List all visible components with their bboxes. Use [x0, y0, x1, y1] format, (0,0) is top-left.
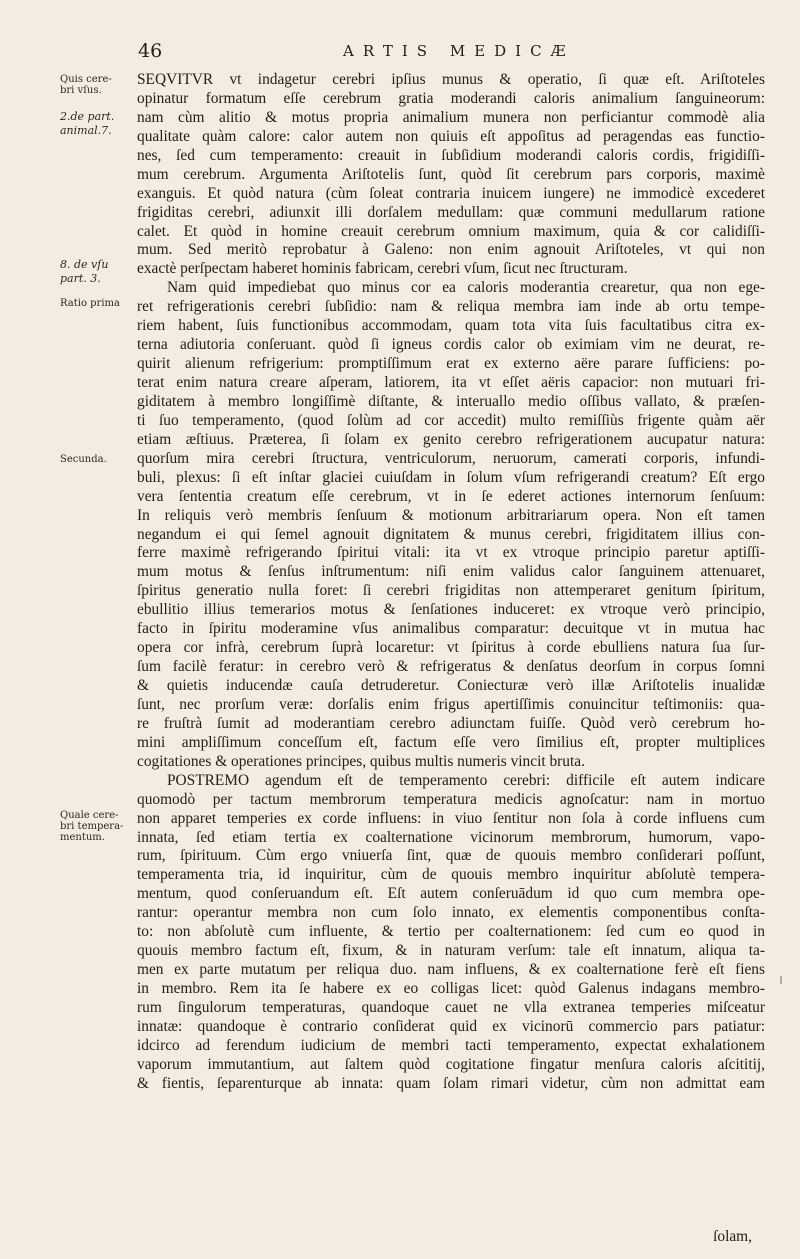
- body-line: quouis membro factum eſt, fixum, & in naturam verſum: tale eſt innatum, aliqua ta-: [137, 942, 765, 960]
- body-line: rum, ſpirituum. Cùm ergo vniuerſa ſint, quæ de quouis membro conſiderari poſſunt,: [137, 847, 765, 865]
- body-line: exanguis. Et quòd natura (cùm ſoleat contraria inuicem iungere) ne immodicè excederet: [137, 184, 765, 202]
- body-line: non apparet temperies ex corde influens: in viuo ſentitur non ſola à corde influens cum: [137, 809, 765, 827]
- body-line: mum. Sed meritò reprobatur à Galeno: non enim agnouit Ariſtoteles, vt qui non: [137, 241, 765, 259]
- running-head: ARTIS MEDICÆ: [343, 42, 575, 60]
- body-line: innatæ: quandoque è contrario conſiderat quid ex vicinorū commercio pars patiatur:: [137, 1017, 765, 1035]
- body-line: quorſum mira cerebri ſtructura, ventriculorum, neruorum, camerati corporis, infundi-: [137, 449, 765, 467]
- body-line: quirit alienum refrigerium: promptiſſimum erat ex externo aëre parare ſufficiens: po-: [137, 355, 765, 373]
- body-line: buli, plexus: ſi eſt inſtar glaciei cuiuſdam in ſolum vſum refrigerandi creatum? Eſt ergo: [137, 468, 765, 486]
- body-line: in membro. Rem ita ſe habere ex eo colligas licet: quòd Galenus indagans membro-: [137, 980, 765, 997]
- body-line: terna adiutoria conſeruant. quòd ſi igneus cordis calor ob eximiam vim ne deurat, re-: [137, 336, 765, 354]
- margin-note-de-vsu-part: [60, 258, 108, 286]
- body-line: mum cerebrum. Argumenta Ariſtotelis ſunt, quòd ſit cerebrum pars corporis, maximè: [137, 165, 765, 183]
- body-line: ret refrigerationis cerebri ſubſidio: nam & reliqua membra iam inde ab ortu tempe-: [137, 298, 765, 316]
- body-line: ſpiritus generatio nulla foret: ſi cerebri frigiditas non attemperaret genitum ſpiritum,: [137, 582, 765, 600]
- body-line: & fientis, ſeparenturque ab innata: quam ſolam rimari videtur, cùm non admittat eam: [137, 1074, 765, 1092]
- margin-note-de-part-animal: [60, 110, 114, 138]
- body-line: idcirco ad ferendum iudicium de membri tacti temperamento, expectat exhalationem: [137, 1036, 765, 1054]
- margin-note-line: Secunda.: [60, 454, 107, 465]
- body-line: In reliquis verò membris ſenſuum & motionum arbitrariarum opera. Non eſt tamen: [137, 506, 765, 524]
- body-line: & quietis inducendæ cauſa detruderetur. Coniecturæ verò illæ Ariſtotelis inualidæ: [137, 677, 765, 694]
- body-line: ſunt, nec prorſum veræ: dorſalis enim frigus apertiſſimis conuincitur teſtimoniis: qua-: [137, 695, 765, 713]
- body-line: mentum, quod conſeruandum eſt. Eſt autem conſeruādum id quo cum membra ope-: [137, 885, 765, 903]
- body-line: etiam æſtiuus. Præterea, ſi ſolam ex genito cerebro refrigerationem aucupatur natura:: [137, 430, 765, 448]
- margin-note-line: Quale cere-: [60, 810, 119, 821]
- margin-note-line: bri tempera-: [60, 821, 124, 832]
- body-line: quomodò per tactum membrorum temperatura medicis agnoſcatur: nam in mortuo: [137, 790, 765, 808]
- body-line: Nam quid impediebat quo minus cor ea caloris moderantia crearetur, qua non ege-: [167, 279, 765, 297]
- margin-note-ratio-prima: [60, 298, 120, 309]
- body-line: nam cùm alitio & motus propria animalium munera non perficiantur commodè alia: [137, 108, 765, 126]
- body-line: POSTREMO agendum eſt de temperamento cerebri: difficile eſt autem indicare: [167, 771, 765, 789]
- page-number: 46: [138, 40, 163, 62]
- margin-note-quale-cerebri-temperamentum: [60, 810, 123, 843]
- body-line: vaporum immutantium, aut ſaltem quòd cogitatione fingatur menſura caloris aſcititij,: [137, 1055, 765, 1073]
- page-header: [138, 40, 778, 66]
- body-line: exactè perſpectam haberet hominis fabricam, cerebri vſum, ſicut nec ſtructuram.: [137, 260, 628, 278]
- body-line: qualitate quàm calore: calor autem non quiuis eſt appoſitus ad peragendas eas functio-: [137, 127, 765, 145]
- catchword: ſolam,: [713, 1228, 752, 1245]
- body-line: mum motus & ſenſus inſtrumentum: niſi enim validus calor ſanguinem attenuaret,: [137, 563, 765, 581]
- body-line: innata, ſed etiam tertia ex coalternatione vicinorum membrorum, humorum, vapo-: [137, 828, 765, 846]
- body-line: vera ſententia creatum eſſe cerebrum, vt in ſe ederet actiones internorum ſenſuum:: [137, 487, 765, 505]
- body-text: [137, 71, 765, 1113]
- body-line: ferre maximè refrigerando ſpiritui vitali: ita vt ex vtroque principio paretur aptiſſi-: [137, 544, 765, 562]
- body-line: [137, 1094, 765, 1113]
- body-line: ſum facilè feratur: in cerebro verò & refrigeratus & denſatus deorſum in corpus ſomni: [137, 658, 765, 676]
- margin-note-line: 8. de vſu: [60, 258, 109, 271]
- margin-note-line: part. 3.: [60, 272, 101, 285]
- body-line: SEQVITVR vt indagetur cerebri ipſius munus & operatio, ſi quæ eſt. Ariſtoteles: [137, 71, 765, 88]
- body-line: temperamenta tria, id inquiritur, cùm de quouis membro inquiritur abſolutè tempera-: [137, 866, 765, 884]
- body-line: mini ampliſſimum conceſſum eſt, factum eſſe vero ſimilius eſt, propter multiplices: [137, 733, 765, 751]
- body-line: terat enim natura creare aſperam, latiorem, ita vt eſſet aëris capacior: non mutuari fri-: [137, 374, 765, 391]
- body-line: ti ſuo temperamento, (quod ſolùm ad cor accedit) multo remiſſiùs frigente quàm aër: [137, 411, 765, 429]
- body-line: ebullitio illius temerarios motus & ſenſationes induceret: ex vtroque verò principio,: [137, 601, 765, 619]
- margin-note-secunda: [60, 454, 107, 465]
- body-line: cogitationes & operationes principes, quibus multis numeris vincit bruta.: [137, 752, 585, 770]
- body-line: frigiditas cerebri, adiunxit illi dorſalem medullam: quæ communi medullarum ratione: [137, 203, 765, 221]
- body-line: re fruſtrà ſumit ad moderantiam cerebro adiunctam fuiſſe. Quòd verò cerebrum ho-: [137, 714, 765, 732]
- margin-note-line: Quis cere-: [60, 74, 112, 85]
- body-line: rantur: operantur membra non cum ſolo innato, ex elementis componentibus conſta-: [137, 904, 765, 922]
- body-line: nes, ſed cum temperamento: creauit in ſubſidium moderandi caloris cordis, frigidiſſi-: [137, 146, 765, 164]
- body-line: rum ſingulorum temperaturas, quandoque cauet ne vlla extranea temperies miſceatur: [137, 998, 765, 1016]
- body-line: opinatur formatum eſſe cerebrum gratia moderandi caloris animalium ſanguineorum:: [137, 89, 765, 107]
- margin-note-line: Ratio prima: [60, 298, 120, 309]
- body-line: giditatem à membro longiſſimè diſtante, & interuallo medio oſſibus vallato, & præſen-: [137, 392, 765, 410]
- margin-note-quis-cerebri-vsus: [60, 74, 112, 96]
- page-edge-mark: [780, 976, 782, 984]
- margin-note-line: 2.de part.: [60, 110, 115, 123]
- body-line: negandum ei qui ſemel agnouit dignitatem & munus cerebri, frigiditatem illius con-: [137, 525, 765, 543]
- margin-note-line: bri vſus.: [60, 85, 102, 96]
- body-line: calet. Et quòd in homine creauit cerebrum omnium maximum, quia & cor calidiſſi-: [137, 222, 765, 240]
- margin-note-line: animal.7.: [60, 124, 112, 137]
- body-line: men ex parte mutatum per reliqua duo. nam influens, & ex coalternatione ferè eſt fiens: [137, 961, 765, 979]
- body-line: facto in ſpiritu moderamine vſus animalibus comparatur: decuitque vt in mutua hac: [137, 620, 765, 638]
- margin-note-line: mentum.: [60, 832, 105, 843]
- body-line: riem habent, ſuis functionibus accommodam, quam tota vita ſuis facultatibus citra ex-: [137, 317, 765, 335]
- body-line: opera cor infrà, cerebrum ſuprà locaretur: vt ſpiritus à corde ebulliens natura ſua ſur-: [137, 639, 765, 657]
- body-line: to: non abſolutè cum influente, & tertio per coalternationem: ſed cum eo quod in: [137, 923, 765, 941]
